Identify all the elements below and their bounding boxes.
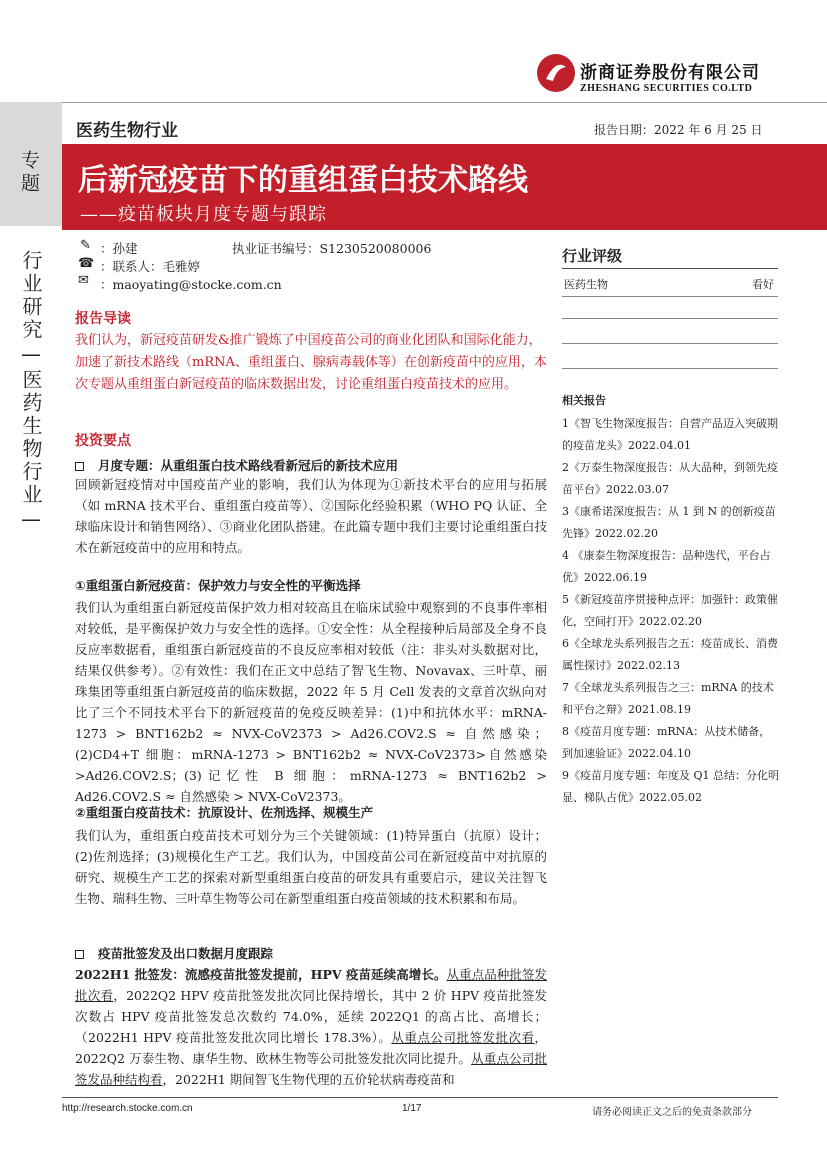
page-number: 1/17: [402, 1103, 422, 1114]
report-date: 报告日期：2022 年 6 月 25 日: [594, 123, 763, 137]
industry-name: 医药生物行业: [76, 121, 178, 141]
side-label-category: 行业研究—医药生物行业—: [19, 250, 43, 534]
underlined-phrase: 从重点公司批签发批次看: [391, 1030, 535, 1045]
section-title: 疫苗批签发及出口数据月度跟踪: [75, 944, 273, 962]
mail-icon: ✉: [78, 273, 89, 288]
contact-name: ：联系人：毛雅婷: [100, 259, 201, 274]
pen-icon: ✎: [80, 238, 91, 253]
related-reports-list: [562, 413, 780, 809]
company-logo-icon: [537, 54, 575, 92]
list-item[interactable]: 1《智飞生物深度报告：自营产品迈入突破期的疫苗龙头》2022.04.01: [562, 417, 778, 452]
page-subtitle: ——疫苗板块月度专题与跟踪: [80, 204, 327, 225]
list-item[interactable]: 5《新冠疫苗序贯接种点评：加强针：政策催化，空间打开》2022.02.20: [562, 593, 778, 628]
license-number: 执业证书编号：S1230520080006: [232, 241, 432, 256]
rating-title: 行业评级: [562, 247, 623, 265]
underlined-phrase: 从重点品种批签发批次看: [75, 967, 547, 1003]
guide-text: 我们认为，新冠疫苗研发&推广锻炼了中国疫苗公司的商业化团队和国际化能力，加速了新技术路线（mRNA、重组蛋白、腺病毒载体等）在创新疫苗中的应用，本次专题从重组蛋白新冠疫苗的临床数据出发，讨论重组蛋白疫苗技术的应用。: [75, 333, 547, 392]
rating-divider: [562, 296, 778, 297]
list-item[interactable]: 8《疫苗月度专题：mRNA：从技术储备，到加速验证》2022.04.10: [562, 725, 771, 760]
list-item[interactable]: 2《万泰生物深度报告：从大品种，到领先疫苗平台》2022.03.07: [562, 461, 778, 496]
phone-icon: ☎: [78, 256, 95, 271]
page-title: 后新冠疫苗下的重组蛋白技术路线: [78, 163, 528, 198]
rating-sector: 医药生物: [564, 278, 608, 291]
rating-view: 看好: [752, 278, 774, 291]
related-reports-title: 相关报告: [562, 394, 606, 407]
footer-divider: [62, 1097, 778, 1098]
list-item[interactable]: 7《全球龙头系列报告之三：mRNA 的技术和平台之辩》2021.08.19: [562, 681, 774, 716]
company-name-en: ZHESHANG SECURITIES CO.LTD: [580, 83, 753, 94]
list-item[interactable]: 3《康希诺深度报告：从 1 到 N 的创新疫苗先锋》2022.02.20: [562, 505, 776, 540]
section-title: ①重组蛋白新冠疫苗：保护效力与安全性的平衡选择: [75, 578, 361, 593]
checkbox-icon: [75, 950, 84, 959]
checkbox-icon: [75, 462, 84, 471]
list-item[interactable]: 4 《康泰生物深度报告：品种迭代，平台占优》2022.06.19: [562, 549, 771, 584]
analyst-name: ：孙建: [100, 241, 138, 256]
section-text: 我们认为，重组蛋白疫苗技术可划分为三个关键领域：(1)特异蛋白（抗原）设计；(2)佐剂选择；(3)规模化生产工艺。我们认为，中国疫苗公司在新冠疫苗中对抗原的研究、规模生产工艺的探索对新型重组蛋白疫苗的研发具有重要启示，建议关注智飞生物、瑞科生物、三叶草生物等公司在新型重组蛋白疫苗领域的技术积累和布局。: [75, 828, 547, 906]
list-item[interactable]: 6《全球龙头系列报告之五：疫苗成长、消费属性探讨》2022.02.13: [562, 637, 778, 672]
guide-heading: 报告导读: [75, 311, 131, 327]
rating-divider: [562, 343, 778, 344]
rating-divider: [562, 318, 778, 319]
rating-divider: [562, 368, 778, 369]
underlined-phrase: 从重点公司批签发品种结构看: [75, 1051, 547, 1087]
side-label-topic: 专题: [18, 150, 40, 196]
section-text: 2022H1 批签发：流感疫苗批签发提前，HPV 疫苗延续高增长。从重点品种批签发批次看，2022Q2 HPV 疫苗批签发批次同比保持增长，其中 2 价 HPV 疫苗批签发次数占 HPV 疫苗批签发总次数约 74.0%，延续 2022Q1 的高占比、高增长；（2022H1 HPV 疫苗批签发批次同比增长 178.3%）。从重点公司批签发批次看，2022Q2 万泰生物、康华生物、欧林生物等公司批签发批次同比提升。从重点公司批签发品种结构看，2022H1 期间智飞生物代理的五价轮状病毒疫苗和: [75, 967, 547, 1087]
section-title: 月度专题：从重组蛋白技术路线看新冠后的新技术应用: [75, 456, 398, 474]
footer-disclaimer: 请务必阅读正文之后的免责条款部分: [592, 1107, 752, 1118]
contact-email[interactable]: ：maoyating@stocke.com.cn: [100, 277, 282, 292]
list-item[interactable]: 9《疫苗月度专题：年度及 Q1 总结：分化明显、梯队占优》2022.05.02: [562, 769, 780, 804]
rating-divider: [562, 268, 778, 269]
section-lead: 2022H1 批签发：流感疫苗批签发提前，HPV 疫苗延续高增长。: [75, 967, 447, 982]
footer-url[interactable]: http://research.stocke.com.cn: [62, 1103, 193, 1114]
points-heading: 投资要点: [75, 433, 131, 449]
section-text: 我们认为重组蛋白新冠疫苗保护效力相对较高且在临床试验中观察到的不良事件率相对较低，是平衡保护效力与安全性的选择。①安全性：从全程接种后局部及全身不良反应率数据看，重组蛋白新冠疫苗的不良反应率相对较低（注：非头对头数据对比，结果仅供参考）。②有效性：我们在正文中总结了智飞生物、Novavax、三叶草、丽珠集团等重组蛋白新冠疫苗的临床数据，2022 年 5 月 Cell 发表的文章首次纵向对比了三个不同技术平台下的新冠疫苗的免疫反映差异：(1)中和抗体水平：mRNA-1273 > BNT162b2 ≈ NVX-CoV2373 > Ad26.COV2.S ≈ 自然感染；(2)CD4+T 细胞：mRNA-1273 > BNT162b2 ≈ NVX-CoV2373>自然感染>Ad26.COV2.S；(3)记忆性 B 细胞：mRNA-1273 ≈ BNT162b2 > Ad26.COV2.S ≈ 自然感染 > NVX-CoV2373。: [75, 600, 547, 804]
company-name-cn: 浙商证券股份有限公司: [580, 63, 760, 83]
section-title: ②重组蛋白疫苗技术：抗原设计、佐剂选择、规模生产: [75, 805, 374, 820]
section-text: 回顾新冠疫情对中国疫苗产业的影响，我们认为体现为①新技术平台的应用与拓展（如 mRNA 技术平台、重组蛋白疫苗等）、②国际化经验积累（WHO PQ 认证、全球临床设计和销售网络）、③商业化团队搭建。在此篇专题中我们主要讨论重组蛋白技术在新冠疫苗中的应用和特点。: [75, 477, 547, 555]
